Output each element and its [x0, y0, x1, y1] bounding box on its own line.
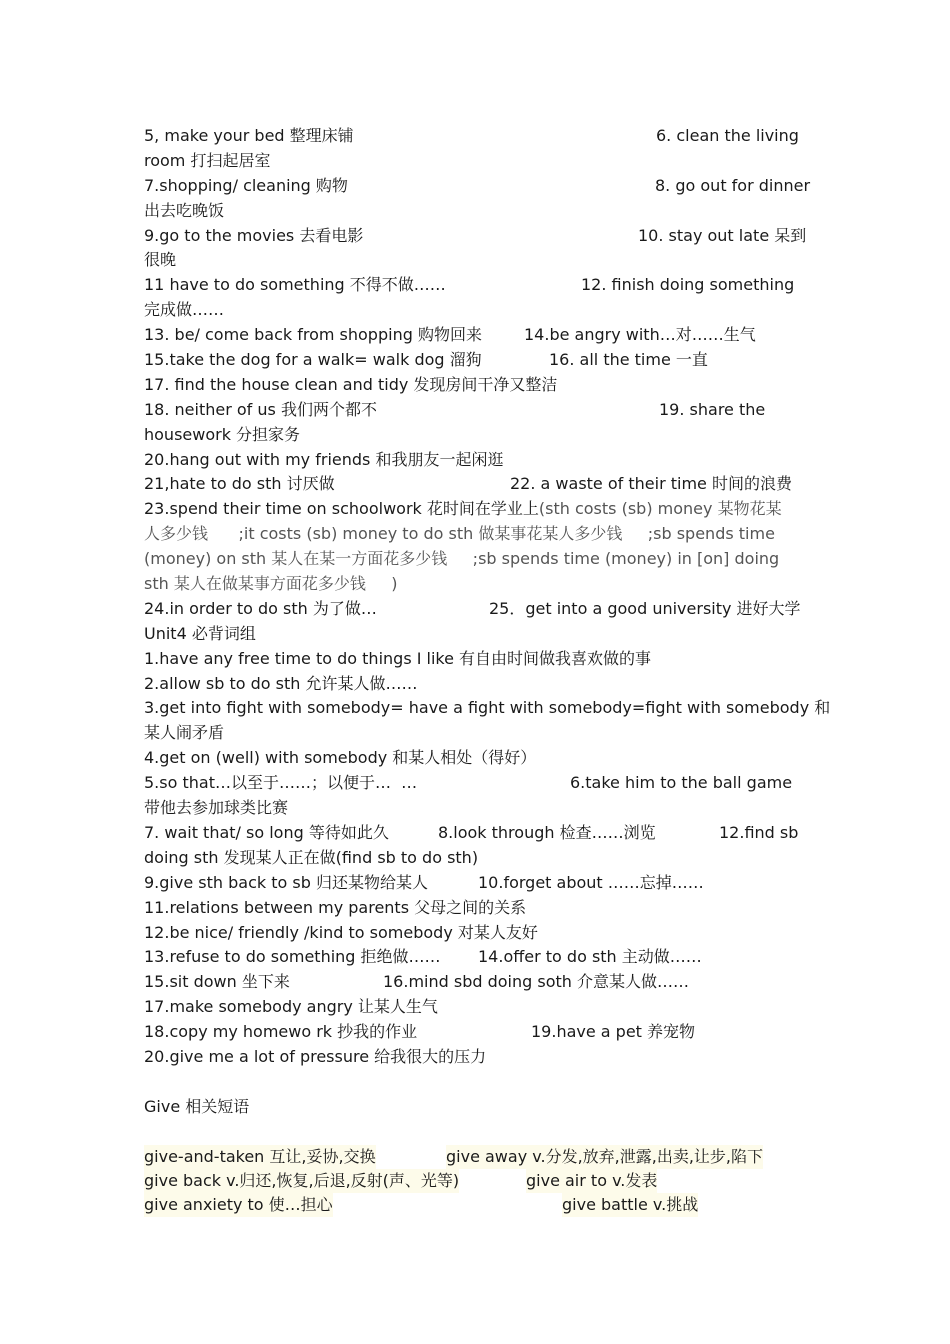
phrase: 9.give sth back to sb 归还某物给某人	[144, 872, 428, 892]
phrase: 12. finish doing something	[581, 275, 795, 295]
line	[144, 846, 810, 871]
spacer	[144, 1070, 810, 1095]
phrase: 15.sit down 坐下来	[144, 972, 290, 992]
line	[144, 298, 810, 323]
line	[144, 995, 810, 1020]
line	[144, 472, 810, 497]
phrase: 17. find the house clean and tidy 发现房间干净又整洁	[144, 374, 558, 394]
phrase: 8.look through 检查……浏览	[438, 822, 656, 842]
line	[144, 497, 810, 522]
line	[144, 423, 810, 448]
highlighted-phrase: give back v.归还,恢复,后退,反射(声、光等)	[144, 1169, 459, 1194]
phrase: 12.find sb	[719, 822, 799, 842]
phrase: 6. clean the living	[656, 126, 799, 145]
line	[144, 273, 810, 298]
phrase: 某人闹矛盾	[144, 723, 225, 743]
phrase: housework 分担家务	[144, 424, 301, 444]
phrase: 16.mind sbd doing soth 介意某人做……	[383, 972, 689, 992]
line	[144, 373, 810, 398]
line	[144, 348, 810, 373]
line	[144, 1020, 810, 1045]
phrase: 15.take the dog for a walk= walk dog 溜狗	[144, 350, 482, 370]
highlighted-phrase: give air to v.发表	[526, 1169, 657, 1194]
line	[144, 174, 810, 199]
line	[144, 323, 810, 348]
line	[144, 672, 810, 697]
phrase: sth 某人在做某事方面花多少钱 )	[144, 574, 398, 594]
line	[144, 1169, 810, 1193]
line	[144, 149, 810, 174]
phrase: 18.copy my homewo rk 抄我的作业	[144, 1022, 418, 1042]
phrase: 8. go out for dinner	[655, 175, 811, 195]
phrase: 16. all the time 一直	[549, 350, 708, 370]
phrase: 19. share the	[659, 399, 766, 419]
phrase: Unit4 必背词组	[144, 623, 256, 643]
line	[144, 945, 810, 970]
phrase: 完成做……	[144, 300, 225, 320]
phrase: 出去吃晚饭	[144, 200, 225, 220]
phrase: doing sth 发现某人正在做(find sb to do sth)	[144, 847, 479, 867]
line	[144, 597, 810, 622]
phrase: 3.get into fight with somebody= have a fight with somebody=fight with somebody 和	[144, 698, 831, 718]
phrase: 12.be nice/ friendly /kind to somebody 对某人友好	[144, 922, 538, 942]
highlighted-phrase: give anxiety to 使…担心	[144, 1193, 333, 1218]
phrase: 10.forget about ……忘掉……	[478, 872, 704, 892]
phrase: 7.shopping/ cleaning 购物	[144, 175, 348, 195]
phrase: 22. a waste of their time 时间的浪费	[510, 474, 792, 494]
phrase: 带他去参加球类比赛	[144, 798, 289, 818]
spacer	[144, 1120, 810, 1145]
line	[144, 124, 810, 149]
phrase: 19.have a pet 养宠物	[531, 1022, 696, 1042]
highlighted-phrase: give away v.分发,放弃,泄露,出卖,让步,陷下	[446, 1145, 763, 1170]
line	[144, 199, 810, 224]
highlighted-phrase: give-and-taken 互让,妥协,交换	[144, 1145, 376, 1170]
phrase: 20.give me a lot of pressure 给我很大的压力	[144, 1046, 487, 1066]
line	[144, 721, 810, 746]
line	[144, 547, 810, 572]
phrase: 11 have to do something 不得不做……	[144, 275, 446, 295]
line	[144, 696, 831, 721]
line	[144, 647, 810, 672]
phrase: 10. stay out late 呆到	[638, 225, 807, 245]
line	[144, 746, 810, 771]
phrase: 1.have any free time to do things I like 有自由时间做我喜欢做的事	[144, 648, 652, 668]
line	[144, 871, 810, 896]
phrase: 9.go to the movies 去看电影	[144, 225, 364, 245]
line	[144, 771, 810, 796]
phrase: 20.hang out with my friends 和我朋友一起闲逛	[144, 449, 504, 469]
phrase: 14.be angry with…对……生气	[524, 325, 756, 345]
phrase: 5, make your bed 整理床铺	[144, 126, 354, 145]
phrase: 25．get into a good university 进好大学	[489, 598, 801, 618]
document-body	[144, 124, 831, 1217]
line	[144, 224, 810, 249]
phrase: 5.so that…以至于……；以便于… …	[144, 773, 418, 793]
phrase: 很晚	[144, 250, 177, 270]
phrase: 13.refuse to do something 拒绝做……	[144, 947, 441, 967]
phrase: 2.allow sb to do sth 允许某人做……	[144, 673, 418, 693]
phrase: room 打扫起居室	[144, 150, 271, 170]
line	[144, 1045, 810, 1070]
phrase: 17.make somebody angry 让某人生气	[144, 997, 438, 1017]
line	[144, 572, 810, 597]
line	[144, 796, 810, 821]
line	[144, 448, 810, 473]
section-heading	[144, 622, 810, 647]
phrase: 11.relations between my parents 父母之间的关系	[144, 897, 527, 917]
line	[144, 522, 810, 547]
phrase: (money) on sth 某人在某一方面花多少钱 ;sb spends time (money) in [on] doing	[144, 549, 780, 569]
phrase: 14.offer to do sth 主动做……	[478, 947, 702, 967]
phrase: 23.spend their time on schoolwork 花时间在学业上	[144, 499, 539, 519]
phrase: 人多少钱 ;it costs (sb) money to do sth 做某事花某人多少钱 ;sb spends time	[144, 524, 775, 544]
line	[144, 921, 810, 946]
phrase: 13. be/ come back from shopping 购物回来	[144, 325, 482, 345]
phrase: 4.get on (well) with somebody 和某人相处（得好）	[144, 748, 537, 768]
line	[144, 1193, 810, 1218]
line	[144, 248, 810, 273]
phrase: 18. neither of us 我们两个都不	[144, 399, 377, 419]
line	[144, 821, 810, 846]
phrase: Give 相关短语	[144, 1096, 250, 1116]
phrase: 21,hate to do sth 讨厌做	[144, 474, 335, 494]
section-heading	[144, 1095, 810, 1120]
line	[144, 896, 810, 921]
phrase: (sth costs (sb) money 某物花某	[538, 499, 782, 519]
highlighted-phrase: give battle v.挑战	[562, 1193, 698, 1218]
line	[144, 1145, 810, 1169]
phrase: 7. wait that/ so long 等待如此久	[144, 822, 389, 842]
line	[144, 970, 810, 995]
phrase: 24.in order to do sth 为了做…	[144, 598, 377, 618]
line	[144, 398, 810, 423]
phrase: 6.take him to the ball game	[570, 773, 793, 793]
